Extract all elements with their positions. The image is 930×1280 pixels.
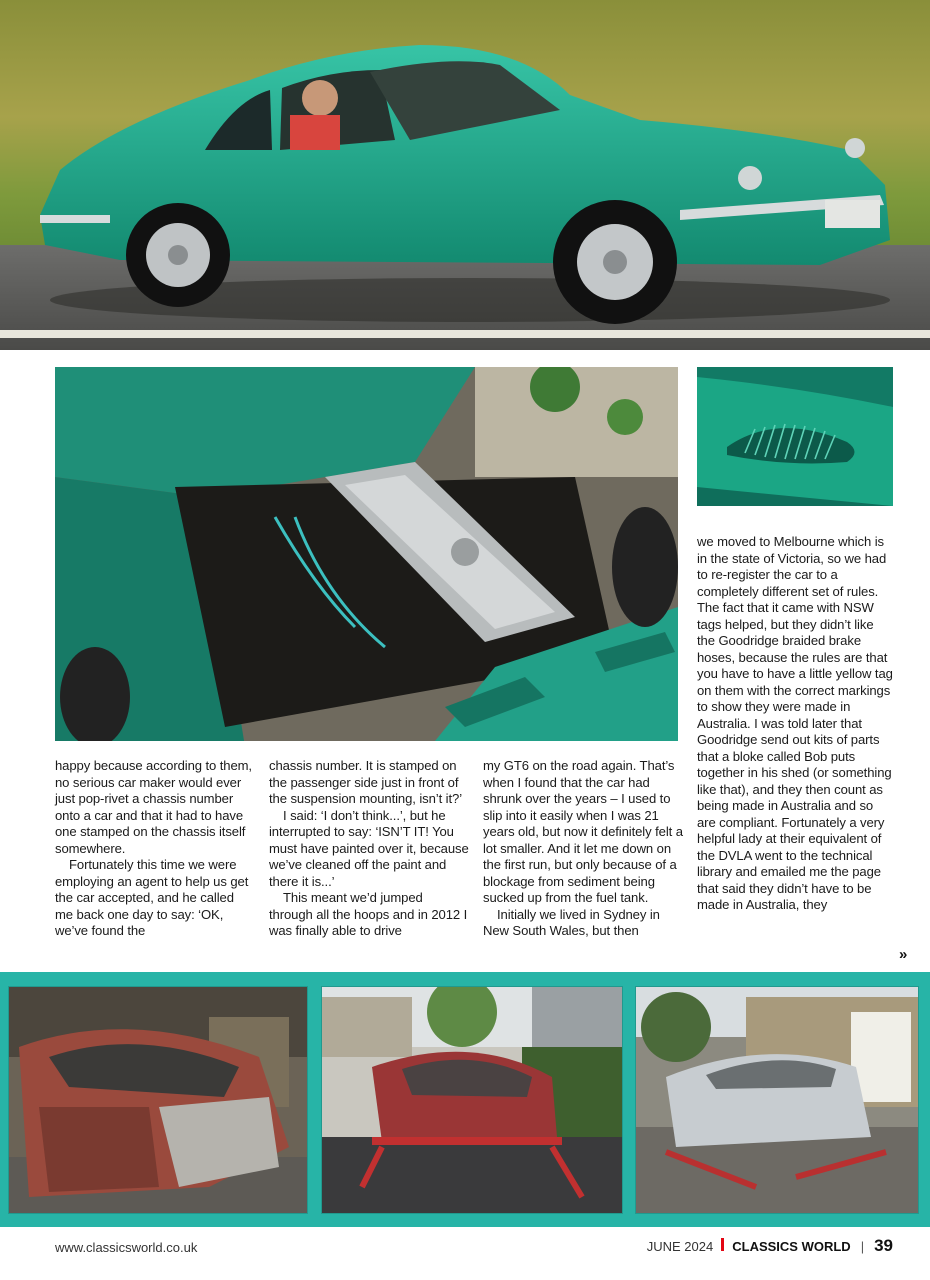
article-column-2 bbox=[269, 758, 469, 940]
col1-paragraph-1: happy because according to them, no serious car maker would ever just pop-rivet a chassis number onto a car and that it had to have one stamped on the chassis itself somewhere. bbox=[55, 758, 252, 856]
col2-paragraph-2: I said: ‘I don’t think...’, but he interrupted to say: ‘ISN’T IT! You must have painted over it, because we’ve cleaned off the paint and there it is...’ bbox=[269, 807, 469, 889]
grey-primed-shell-on-dolly-photo bbox=[635, 986, 919, 1214]
col2-paragraph-1: chassis number. It is stamped on the passenger side just in front of the suspension mounting, isn’t it?’ bbox=[269, 758, 463, 806]
footer-separator: | bbox=[860, 1239, 865, 1254]
hero-photo-green-coupe bbox=[0, 0, 930, 350]
rear-vent-detail-photo bbox=[697, 367, 893, 506]
page-footer bbox=[0, 1232, 930, 1262]
col3-paragraph-1: my GT6 on the road again. That’s when I found that the car had shrunk over the years – I used to slip into it easily when I was 21 years old, but now it definitely felt a lot smaller. And it let me down on the first run, but only because of a blockage from sediment being sucked up from the fuel tank. bbox=[483, 758, 683, 905]
red-primed-shell-on-dolly-photo bbox=[321, 986, 623, 1214]
footer-website-link[interactable]: www.classicsworld.co.uk bbox=[55, 1240, 198, 1255]
col3-paragraph-2: Initially we lived in Sydney in New South Wales, but then bbox=[483, 906, 660, 938]
engine-bay-photo bbox=[55, 367, 678, 741]
col2-paragraph-3: This meant we’d jumped through all the hoops and in 2012 I was finally able to drive bbox=[269, 890, 468, 938]
article-column-4 bbox=[697, 534, 893, 914]
article-column-3 bbox=[483, 758, 683, 940]
col1-paragraph-2: Fortunately this time we were employing an agent to help us get the car accepted, and he called me back one day to say: ‘OK, we’ve found the bbox=[55, 857, 249, 938]
restoration-photo-strip bbox=[0, 972, 930, 1227]
article-column-1 bbox=[55, 758, 255, 940]
footer-accent-bar bbox=[721, 1238, 724, 1251]
continue-arrow-icon: » bbox=[899, 946, 908, 963]
footer-magazine-title: CLASSICS WORLD bbox=[732, 1239, 851, 1254]
bare-shell-garage-photo bbox=[8, 986, 308, 1214]
footer-page-number: 39 bbox=[874, 1236, 893, 1255]
footer-folio bbox=[647, 1236, 893, 1256]
footer-issue-date: JUNE 2024 bbox=[646, 1239, 714, 1254]
col4-paragraph-1: we moved to Melbourne which is in the state of Victoria, so we had to re-register the car to a completely different set of rules. The fact that it came with NSW tags helped, but they didn’t like the Goodridge braided brake hoses, because the rules are that you have to have a little yellow tag on them with the correct markings to show they were made in Australia. I was told later that Goodridge send out kits of parts that a bloke called Bob puts together in his shed (or something like that), and they then count as being made in Australia and so are compliant. Fortunately a very helpful lady at their equivalent of the DVLA went to the technical library and emailed me the page that said they didn’t have to be made in Australia, they bbox=[697, 534, 893, 912]
